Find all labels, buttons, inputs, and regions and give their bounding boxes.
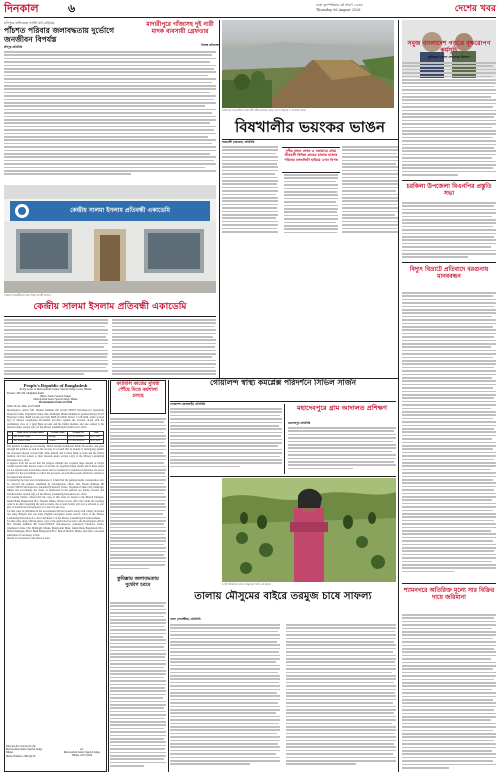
school-body: [4, 319, 216, 379]
legal-th-account-no: Account No.: [67, 432, 89, 436]
legal-cell: 0012-0310000181: [67, 435, 89, 439]
arrest-byline: নিজস্ব প্রতিবেদক: [201, 43, 220, 47]
riverbank-illustration: [222, 20, 394, 108]
legal-signer-right: [58, 748, 106, 758]
riverbank-photo: [222, 20, 394, 108]
section-rule-mid: [4, 378, 398, 379]
legal-order-no: Order No-41, Date: 22-07-2026: [7, 405, 40, 409]
comilla-body-top: [110, 418, 166, 574]
hospital-byline: গোয়ালন্দ (রাজবাড়ী) প্রতিনিধি: [170, 402, 206, 406]
legal-signer-left-place: Dhaka.: [6, 751, 14, 755]
training-byline: মহাদেবপুর প্রতিনিধি: [288, 421, 311, 425]
section-title: দেশের খবর: [454, 4, 496, 14]
legal-signer-right-name: Metropolitan Senior Special Judge,: [63, 751, 101, 755]
training-headline: মহাদেবপুরে গ্রাম আদালত প্রশিক্ষণ: [297, 404, 387, 412]
legal-cell: Md. Mohin Uddin: [13, 435, 48, 439]
legal-cell: 1: [8, 435, 13, 439]
watermelon-field-illustration: [222, 478, 396, 582]
right-story1-body: [402, 62, 496, 180]
riverbank-photo-caption: বরগুনার আমতলীতে বিষখালী নদীর ভাঙনে বেড়ে গেছে বাড়িঘর ও ফসলের জমি।: [222, 109, 307, 112]
right-story1-byline: কুড়িগ্রামে জেলা প্রশাসনের উদ্যোগ: [428, 55, 470, 59]
right-story3-body: [402, 292, 496, 582]
header-rule: [4, 17, 496, 18]
legal-body-2: The petition is taken up for hearing. Heard learned Additional Public Prosecutor and gone through the petition as well as the records. It is found that an inquiry is undergoing against the aforesaid alleged accused Md. Sehe Ashrafi and 4 listed Bank account and his family member and also related to their interests under section 14(1) of the Money Laundering Prevention Act, 2012.: [7, 445, 104, 462]
right-story1-headline: সবুজ বাংলাদেশ গড়তে বৃক্ষরোপণ কর্মসূচি: [407, 40, 491, 55]
story-headline: পাঁচশত পরিবার জলাবদ্ধতায় দুর্ভোগে জনজীবন বিপর্যস্ত: [4, 26, 115, 44]
date-bengali: ঢাকা বৃহস্পতিবার ৬ই শ্রাবণ ১৪৩৩: [316, 3, 363, 7]
legal-cell: Current: [48, 439, 67, 443]
legal-cell: Md. Mohin Uddin: [13, 439, 48, 443]
legal-cell: 20.07.2026: [89, 435, 103, 439]
watermelon-body: [170, 624, 396, 772]
legal-notice: [4, 380, 107, 772]
right-story2-body: [402, 202, 496, 266]
main-pull-quote: নদীর প্রবল স্রোত ও জোয়ারে গ্রামে তীরবর্তী বিভিন্ন গ্রামের হাজার হাজার পরিবার বসতভিটা হারিয়ে এখন বিপন্ন: [282, 147, 340, 173]
right-sep-3: [402, 583, 496, 584]
legal-body-7: Let this order along with the photo copy of the application be sent to the Investigation officer Md. Nurunn Rahman IIP no.92171993/9 Sub-Inspector (unarmed) Financial Crime, Organized Crime CID, Malibagh, Dhaka, Bangladesh Bank, Islami Bank Bangladesh PLC, Branch Manager, Motor Bank Bangladesh PLC, Branch Branch, Dhaka, and other concerned authorities for necessary action.: [7, 519, 104, 537]
legal-body-4: Considering the facts and circumstances, it is held that the petition merits consideration and. So allowed the petition submitted by Investigation officer Md. Nurun Rahman IIP no.92171993/9 Sub-Inspector (unarmed) Financial Crime, Organized Crime CID, Malibagh, Dhaka and accordingly the assets as mentioned in the petition are hereby freezed and attached under section 14(1) of the Money Laundering Prevention Act, 2012.: [7, 479, 104, 496]
legal-signer-left: [6, 745, 56, 758]
legal-memo: Memo Number: 2406 (4)/16: [6, 754, 36, 758]
legal-th-no: No.: [8, 432, 12, 435]
section-rule-hospital: [170, 476, 396, 477]
hospital-col-divider: [284, 404, 285, 474]
legal-body-6: Let this order be published in the Government Official Gazette along with widely circulated one daily Bengali and one daily English newspaper under section 14(3) of the Money Laundering Prevention Act, 2012 and Rules 5 of the Money Laundering Prevention Rules.: [7, 509, 104, 520]
date-english: Thursday 06 August 2026: [316, 8, 361, 12]
legal-th-date: Date: [89, 432, 103, 436]
legal-cell: 2: [8, 439, 13, 443]
comilla-body-bottom: [110, 602, 166, 772]
arrest-headline: মাদারীপুরে গাঁজাসহ দুই নারী মাদক ব্যবসায়ী গ্রেফতার: [146, 21, 214, 35]
masthead: দিনকাল: [4, 2, 39, 15]
legal-signer-left-label: Directed & Corrected by me: [6, 745, 36, 748]
story-byline: চাঁদপুর প্রতিনিধি: [4, 45, 23, 49]
legal-body-5: It is hereby further ordered that the copy of this order be issued to the Branch Manager, Islami Bank Bangladesh PLC, Branch Dhaka. Broker in the effect that while the freezing order is in effect regarding the said accounts, the account holder will not be allowed to sell, give or transfer the said property or to use it in any way.: [7, 496, 104, 510]
page-number: ৬: [68, 2, 76, 15]
hospital-headline: গোয়ালন্দ স্বাস্থ্য কমপ্লেক্স পরিদর্শনে সিভিল সার্জন: [209, 378, 357, 387]
right-sep-2: [402, 262, 496, 263]
legal-table: [7, 431, 104, 443]
legal-cell: 0312-0210000162: [67, 439, 89, 443]
legal-signer-right-label: sd/-: [80, 748, 84, 751]
legal-cell: Savings: [48, 435, 67, 439]
watermelon-photo-caption: গোটা টানেলের মাঝে তরমুজের সঙ্গে এক কৃষক।: [222, 583, 271, 586]
legal-cell: 20.07.2026: [89, 439, 103, 443]
legal-ref: Proclamation Order-01/2026: [38, 401, 73, 405]
legal-th-account: Account Name: [48, 432, 67, 436]
table-row: [8, 439, 104, 443]
school-headline-rule: [4, 316, 216, 317]
card-story-headline: ফ্যামিলি কার্ডের সুবিধা পৌঁছে দিতে কর্মশালা চলছে: [116, 381, 160, 399]
school-photo-caption: সাভারে শিক্ষার্থীদের মাঝে শিক্ষা সামগ্রী বিতরণ: [4, 294, 52, 297]
main-headline: বিষখালীর ভয়ংকর ভাঙন: [235, 118, 385, 136]
school-sign-text: কেন্দ্রীয় সালমা ইসলাম প্রতিবন্ধী একাডেমি: [70, 207, 170, 214]
right-story4-body: [402, 614, 496, 772]
watermelon-photo: [222, 478, 396, 582]
table-row: [8, 435, 104, 439]
legal-court: In the Court of Metropolitan Senior Special Judge Court, Dhaka: [19, 388, 92, 392]
legal-signer-left-name: Metropolitan Senior Special Judge,: [6, 748, 43, 752]
right-sep-1: [402, 180, 496, 181]
story-kicker: চাঁদপুরে তলিয়েছে ফসলি মাঠ বাড়িঘর: [4, 21, 55, 25]
legal-present-detail: (Metro Senior Session Judge): [40, 395, 71, 399]
right-story2-headline: চরকিলা উপজেলা বিএনপির প্রস্তুতি সভা: [406, 183, 492, 198]
story-body: [4, 51, 216, 181]
legal-present: Present : Md. Md. Shahjahan Kabir: [7, 391, 44, 395]
legal-signer-right-place: Dhaka. 22.07.2026: [72, 754, 92, 758]
col-divider-mid: [168, 380, 169, 772]
training-body: [288, 427, 396, 474]
school-photo: [4, 185, 216, 293]
right-col-divider: [398, 20, 399, 772]
legal-th-name: Name of the account holder: [13, 432, 48, 436]
main-byline: আমতলী (বরগুনা) প্রতিনিধি: [222, 140, 255, 144]
right-story4-headline: শ্যামনগরে অতিরিক্ত মূল্যে সার বিক্রির দায়ে জরিমানা: [403, 587, 495, 602]
school-headline: কেন্দ্রীয় সালমা ইসলাম প্রতিবন্ধী একাডেমি: [33, 301, 187, 312]
watermelon-byline: তালা (সাতক্ষীরা) প্রতিনিধি: [170, 617, 201, 621]
right-story3-headline: বিদ্যুৎ বিভ্রাটে প্রতিবাদে বরগুনায় মানববন্ধন: [409, 266, 489, 281]
legal-body-3: It appears from the record that the alleged offender has acquired huge amount of illegal wealth beyond their known source of income by adopting illegal means and if these assets are not attached and frozen these assets will be transferred or transferred and these are not be possible for the government to collect the proceeds. As such these assets should be ordered to be freezed and attached.: [7, 462, 104, 479]
legal-present-court: Metropolitan Senior Special Judge, Dhaka: [33, 398, 78, 402]
comilla-headline: কুমিল্লায় জলাবদ্ধতায় দুর্ভোগ চরমে: [117, 576, 159, 589]
col-divider-legal: [108, 380, 109, 772]
legal-body-1: Investigation officer Md. Nurunn Rahman IIP. no.92171993/9 Sub-Inspector (unarmed) Financial Crime, Organized Crime CID, Malibagh, Dhaka submitted a petition Money No.67 Financial Crime, BAB wrorld-ceon 8(3) BAB-II/1/2026, Dated: 17-06-2026, under section 4(2) of Money Laundering Prevention Act-2012 against the accused, along with the preliminary view of 4 (ten) Bank account and his family member and also related to his interests under section 14(1) of the Money Laundering Prevention Act, 2012.: [7, 409, 104, 430]
legal-title: People's Republic of Bangladesh: [23, 383, 88, 388]
legal-body-8: Inform all concerned to the effect at once.: [7, 537, 51, 541]
watermelon-headline: তালায় মৌসুমের বাইরে তরমুজ চাষে সাফল্য: [194, 590, 372, 602]
col-divider-left: [219, 20, 220, 378]
